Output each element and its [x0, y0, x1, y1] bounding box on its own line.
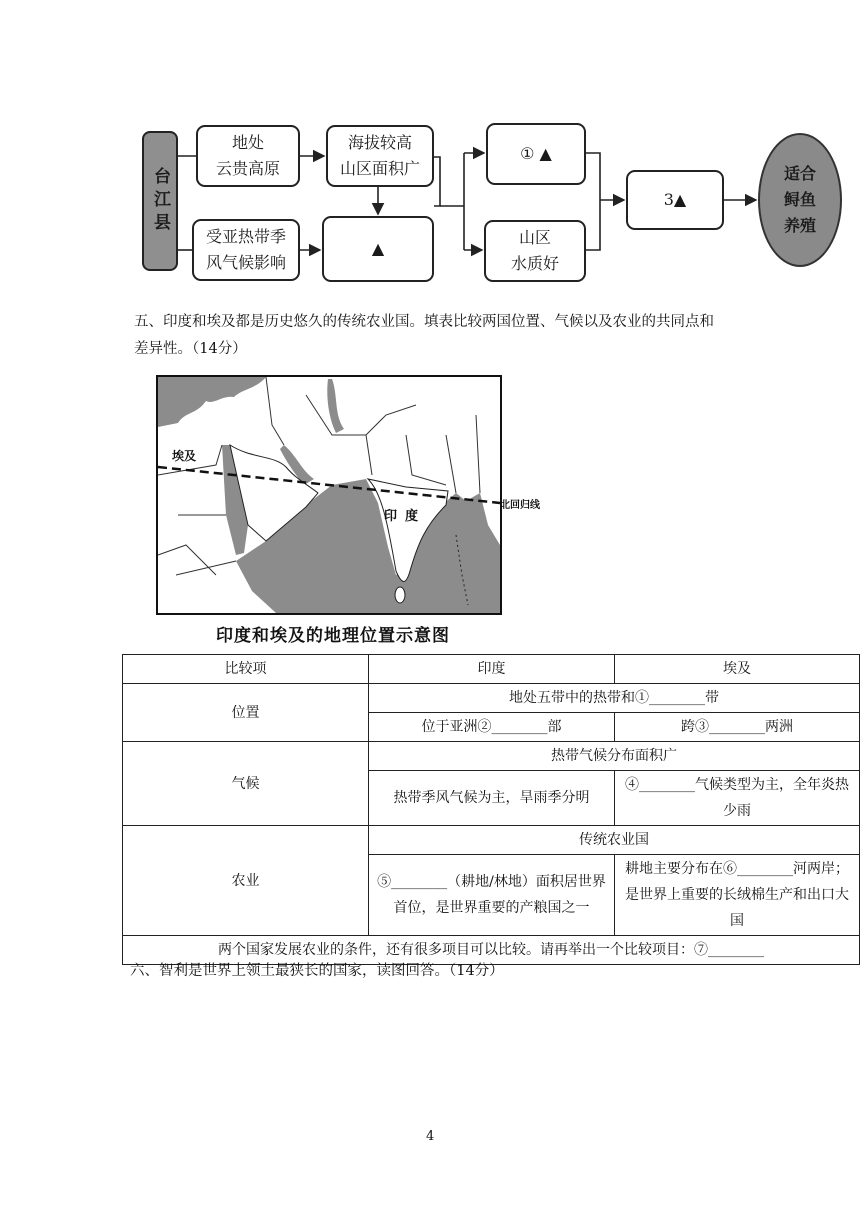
climate-egypt: ④________气候类型为主，全年炎热少雨	[615, 771, 860, 826]
flow-plateau-box: 地处 云贵高原	[196, 125, 300, 187]
map-label-egypt: 埃及	[172, 449, 197, 463]
flow-connectors	[0, 0, 860, 300]
table-row	[123, 684, 860, 713]
flow-altitude-box: 海拔较高 山区面积广	[326, 125, 434, 187]
table-footer-prompt: 两个国家发展农业的条件，还有很多项目可以比较。请再举出一个比较项目：⑦________	[123, 936, 860, 965]
map-sri-lanka	[395, 587, 405, 603]
flow-monsoon-box: 受亚热带季 风气候影响	[192, 219, 300, 281]
row-label-location: 位置	[123, 684, 369, 742]
question-6-text: 六、智利是世界上领土最狭长的国家，读图回答。（14分）	[130, 963, 504, 979]
agriculture-egypt: 耕地主要分布在⑥________河两岸；是世界上重要的长绒棉生产和出口大国	[615, 855, 860, 936]
climate-india: 热带季风气候为主，旱雨季分明	[369, 771, 615, 826]
location-common: 地处五带中的热带和①________带	[369, 684, 860, 713]
map-image	[156, 375, 502, 615]
location-india: 位于亚洲②________部	[369, 713, 615, 742]
header-egypt: 埃及	[615, 655, 860, 684]
climate-common: 热带气候分布面积广	[369, 742, 860, 771]
table-row	[123, 655, 860, 684]
comparison-table	[122, 654, 860, 965]
flow-one-box: ① ▲	[486, 123, 586, 185]
header-item: 比较项	[123, 655, 369, 684]
row-label-climate: 气候	[123, 742, 369, 826]
flow-three-box: 3▲	[626, 170, 724, 230]
location-egypt: 跨③________两洲	[615, 713, 860, 742]
agriculture-common: 传统农业国	[369, 826, 860, 855]
bracket-left-joint	[434, 157, 440, 206]
location-map	[156, 375, 540, 615]
table-row	[123, 826, 860, 855]
header-india: 印度	[369, 655, 615, 684]
map-caption: 印度和埃及的地理位置示意图	[216, 626, 450, 646]
page-number: 4	[426, 1129, 435, 1144]
row-label-agriculture: 农业	[123, 826, 369, 936]
bracket-right	[586, 153, 600, 250]
map-label-tropic: 北回归线	[500, 500, 540, 511]
question-5-text: 五、印度和埃及都是历史悠久的传统农业国。填表比较两国位置、气候以及农业的共同点和 差异性。（14分）	[134, 314, 714, 357]
flow-blank-box: ▲	[322, 216, 434, 282]
flow-result-oval: 适合 鲟鱼 养殖	[758, 133, 842, 267]
table-row	[123, 742, 860, 771]
flow-county-box: 台江县	[142, 131, 178, 271]
flow-water-box: 山区 水质好	[484, 220, 586, 282]
agriculture-india: ⑤________（耕地/林地）面积居世界首位，是世界重要的产粮国之一	[369, 855, 615, 936]
map-label-india: 印度	[384, 509, 427, 524]
